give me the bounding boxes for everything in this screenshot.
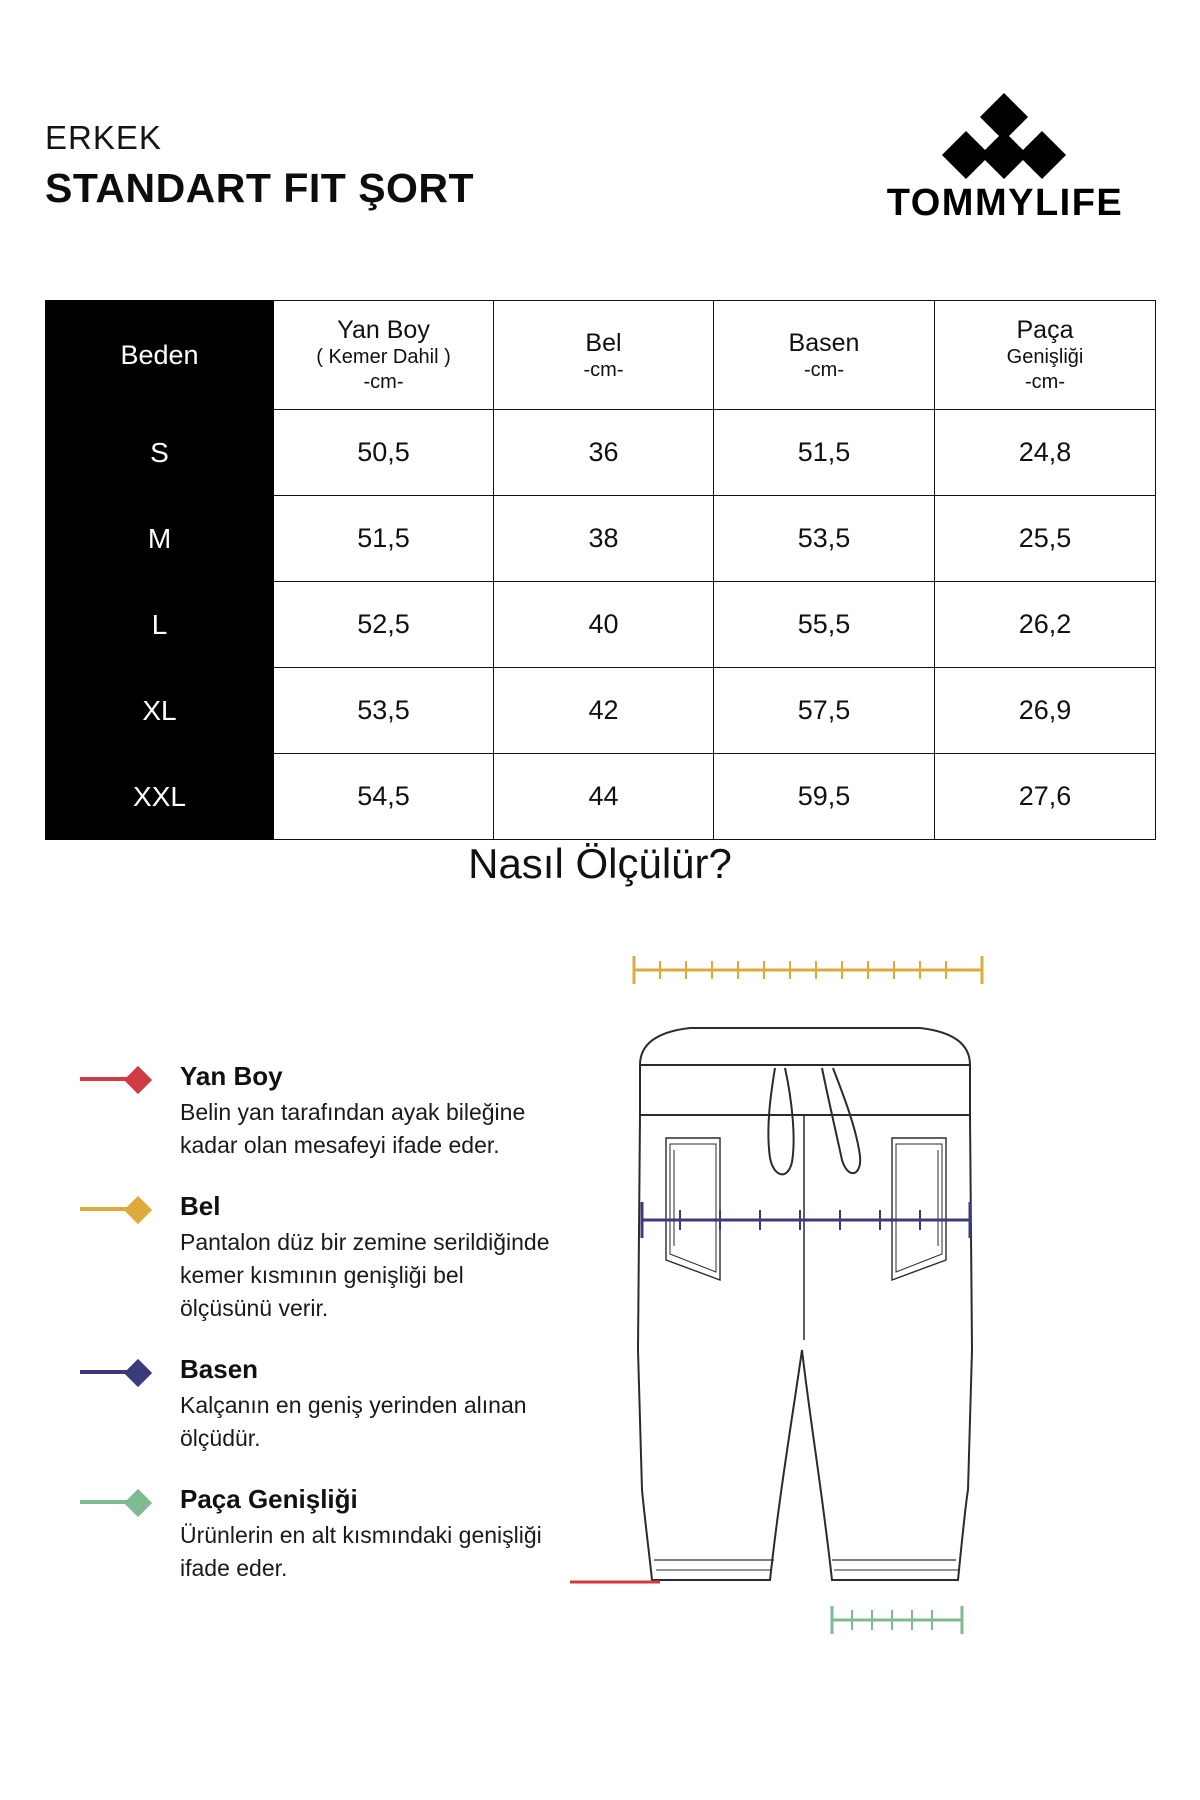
- category-label: ERKEK: [45, 119, 162, 156]
- th-bel-title: Bel: [585, 328, 622, 357]
- th-beden-title: Beden: [120, 340, 199, 370]
- bel-measure-ruler: [630, 950, 990, 990]
- legend-desc: Pantalon düz bir zemine serildiğinde kemer kısmının genişliği bel ölçüsünü verir.: [180, 1229, 550, 1321]
- cell-paca: 26,9: [935, 668, 1156, 754]
- legend-item-bel: [80, 1190, 550, 1325]
- legend-desc: Kalçanın en geniş yerinden alınan ölçüdür.: [180, 1392, 527, 1451]
- cell-paca: 24,8: [935, 410, 1156, 496]
- legend-term: Paça Genişliği: [180, 1484, 358, 1514]
- th-bel-unit: -cm-: [583, 358, 624, 381]
- cell-basen: 51,5: [714, 410, 935, 496]
- cell-size: M: [46, 496, 274, 582]
- th-paca-unit: -cm-: [1025, 371, 1065, 393]
- page-header: [45, 120, 1155, 250]
- th-basen: [714, 301, 935, 410]
- basen-measure-line: [642, 1202, 970, 1238]
- title-block: [45, 120, 474, 214]
- cell-basen: 55,5: [714, 582, 935, 668]
- th-yan-boy-unit: -cm-: [363, 371, 404, 393]
- cell-size: S: [46, 410, 274, 496]
- legend-desc: Ürünlerin en alt kısmındaki genişliği ifade eder.: [180, 1522, 542, 1581]
- brand-block: [855, 100, 1155, 225]
- legend-term: Yan Boy: [180, 1061, 283, 1091]
- th-bel: [494, 301, 714, 410]
- cell-bel: 42: [494, 668, 714, 754]
- cell-bel: 36: [494, 410, 714, 496]
- diamond-marker-icon: [80, 1359, 170, 1385]
- cell-paca: 25,5: [935, 496, 1156, 582]
- cell-size: L: [46, 582, 274, 668]
- th-paca-title: Paça: [1016, 316, 1074, 344]
- cell-bel: 40: [494, 582, 714, 668]
- cell-basen: 59,5: [714, 754, 935, 840]
- cell-yan-boy: 53,5: [274, 668, 494, 754]
- page-title: STANDART FIT ŞORT: [45, 165, 475, 211]
- cell-yan-boy: 51,5: [274, 496, 494, 582]
- howto-title: Nasıl Ölçülür?: [468, 840, 732, 887]
- size-table: [45, 300, 1156, 840]
- cell-paca: 27,6: [935, 754, 1156, 840]
- cell-paca: 26,2: [935, 582, 1156, 668]
- diamond-marker-icon: [80, 1489, 170, 1515]
- th-yan-boy-sub: ( Kemer Dahil ): [316, 346, 451, 368]
- diamond-marker-icon: [80, 1066, 170, 1092]
- legend-desc: Belin yan tarafından ayak bileğine kadar olan mesafeyi ifade eder.: [180, 1099, 526, 1158]
- table-row: [46, 410, 1156, 496]
- brand-name: TOMMYLIFE: [886, 182, 1124, 224]
- table-header-row: [46, 301, 1156, 410]
- th-paca: [935, 301, 1156, 410]
- th-yan-boy-title: Yan Boy: [337, 316, 430, 344]
- shorts-illustration: [638, 1028, 972, 1580]
- cell-yan-boy: 54,5: [274, 754, 494, 840]
- cell-yan-boy: 52,5: [274, 582, 494, 668]
- table-row: [46, 668, 1156, 754]
- cell-size: XL: [46, 668, 274, 754]
- th-yan-boy: [274, 301, 494, 410]
- cell-bel: 44: [494, 754, 714, 840]
- cell-bel: 38: [494, 496, 714, 582]
- measurement-legend: [80, 1060, 550, 1613]
- legend-term: Basen: [180, 1354, 259, 1384]
- legend-item-basen: [80, 1353, 550, 1455]
- table-row: [46, 496, 1156, 582]
- yan-boy-measure-line: [570, 1020, 660, 1582]
- legend-item-paca-genisligi: [80, 1483, 550, 1585]
- cell-size: XXL: [46, 754, 274, 840]
- shorts-measurement-diagram: [570, 1020, 1130, 1720]
- th-beden: [46, 301, 274, 410]
- th-basen-unit: -cm-: [804, 358, 844, 381]
- table-row: [46, 582, 1156, 668]
- diamond-marker-icon: [80, 1196, 170, 1222]
- four-diamonds-logo-icon: [915, 100, 1095, 178]
- cell-yan-boy: 50,5: [274, 410, 494, 496]
- paca-measure-line: [832, 1606, 962, 1634]
- th-basen-title: Basen: [788, 328, 860, 357]
- legend-term: Bel: [180, 1191, 221, 1221]
- cell-basen: 57,5: [714, 668, 935, 754]
- size-table-wrapper: [45, 300, 1155, 840]
- legend-item-yan-boy: [80, 1060, 550, 1162]
- table-row: [46, 754, 1156, 840]
- th-paca-sub: Genişliği: [1006, 346, 1084, 368]
- cell-basen: 53,5: [714, 496, 935, 582]
